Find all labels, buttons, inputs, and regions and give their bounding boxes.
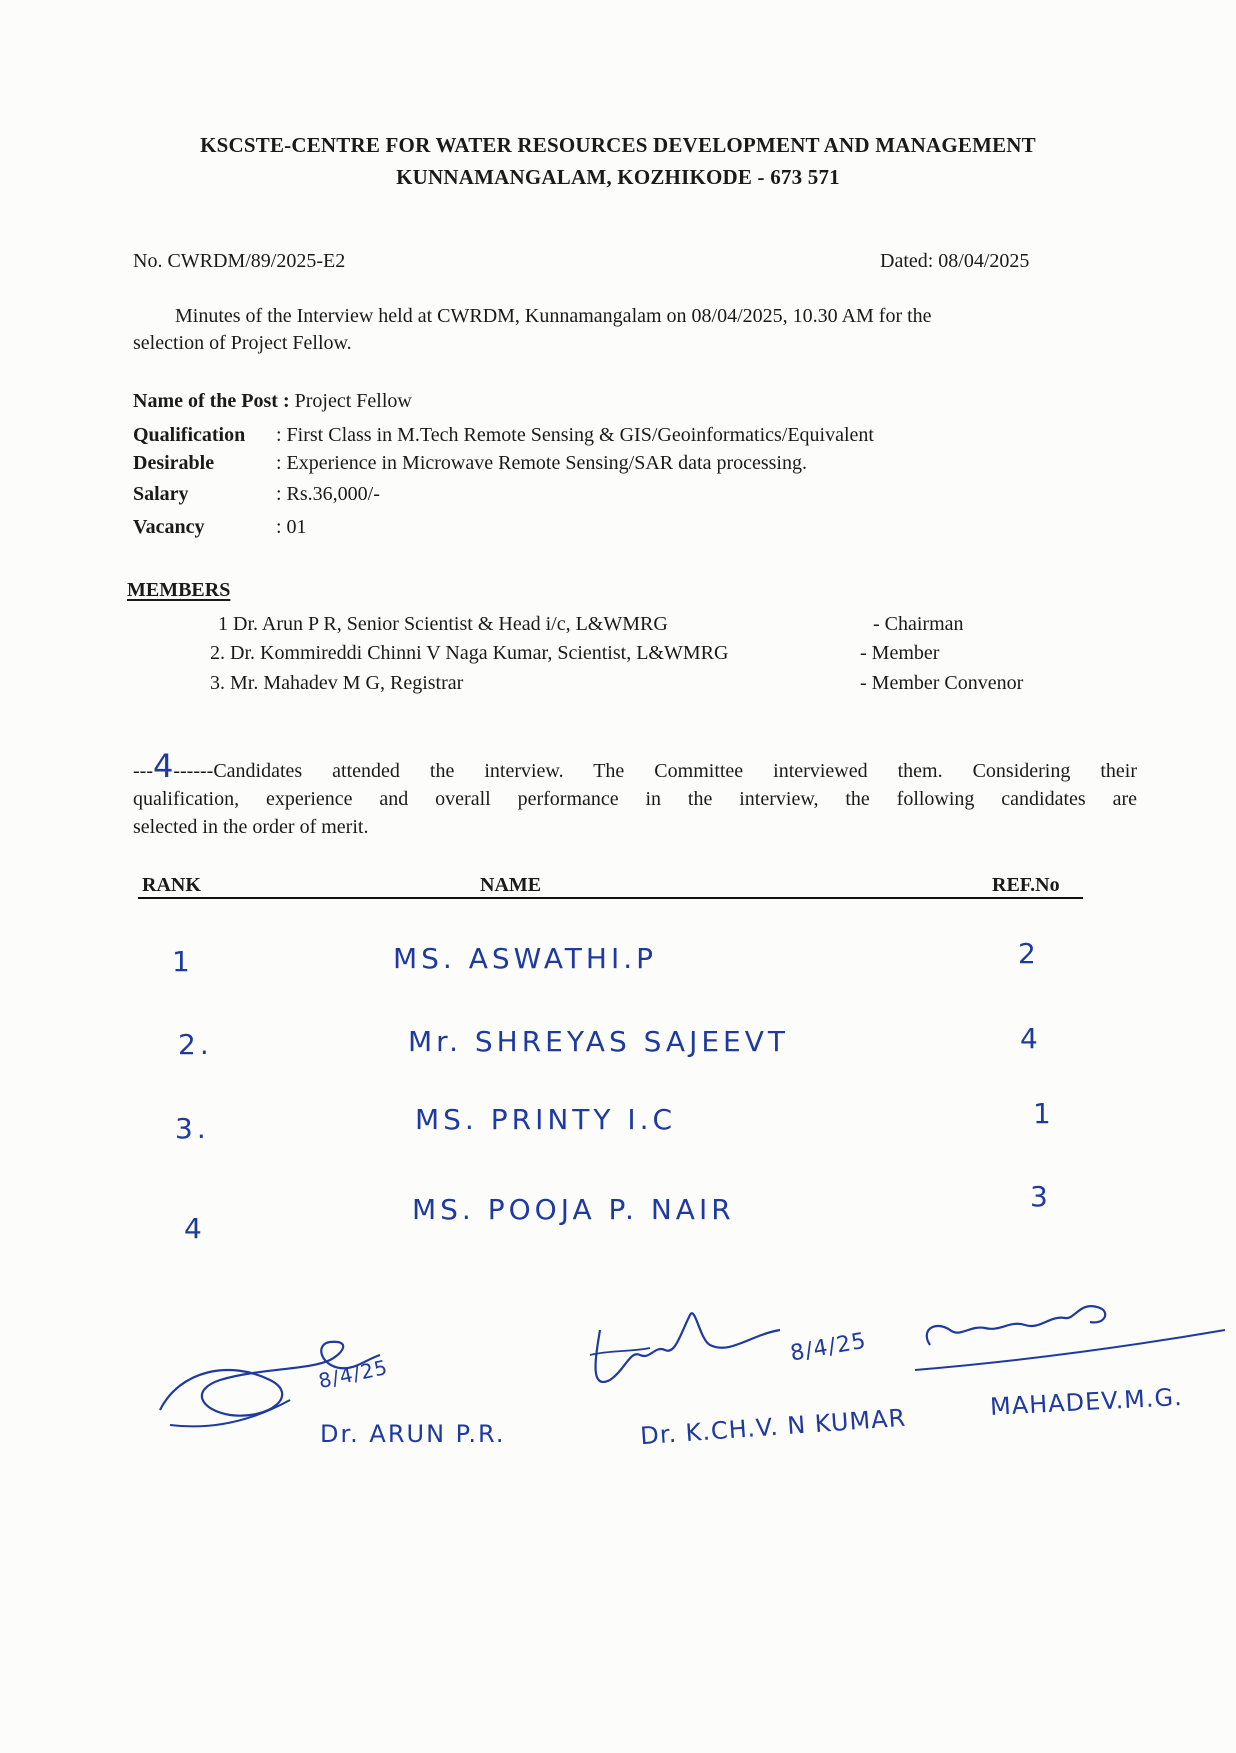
signature-3-name: MAHADEV.M.G. — [989, 1382, 1184, 1422]
post-name-value: Project Fellow — [289, 390, 412, 412]
candidates-count: 4 — [152, 747, 174, 785]
member-2-role: - Member — [860, 642, 940, 664]
salary-label: Salary — [133, 483, 189, 505]
row-1-ref: 2 — [1018, 937, 1040, 970]
col-header-name: NAME — [480, 874, 542, 896]
candidates-line-2: qualification, experience and overall performance in the interview, the following candidates are — [133, 788, 1137, 810]
table-header-rule — [138, 897, 1083, 899]
candidates-line-1 — [133, 747, 1137, 785]
member-3-name: 3. Mr. Mahadev M G, Registrar — [210, 672, 464, 694]
row-1-name: MS. ASWATHI.P — [393, 942, 657, 975]
desirable-label: Desirable — [133, 452, 215, 474]
post-name-label: Name of the Post : — [133, 390, 290, 412]
post-name — [133, 390, 412, 413]
desirable-value: : Experience in Microwave Remote Sensing/SAR data processing. — [276, 452, 807, 474]
row-2-ref: 4 — [1020, 1022, 1042, 1055]
col-header-ref: REF.No — [992, 874, 1060, 896]
vacancy-value: : 01 — [276, 516, 307, 538]
signature-1-date: 8/4/25 — [316, 1354, 391, 1394]
members-heading: MEMBERS — [127, 579, 231, 601]
row-3-ref: 1 — [1033, 1097, 1055, 1130]
row-4-rank: 4 — [184, 1212, 206, 1245]
intro-line-1: Minutes of the Interview held at CWRDM, Kunnamangalam on 08/04/2025, 10.30 AM for the — [175, 305, 932, 327]
signature-2-date: 8/4/25 — [788, 1328, 869, 1367]
intro-line-2: selection of Project Fellow. — [133, 332, 352, 354]
signature-2-scribble — [580, 1300, 810, 1400]
signature-1-name: Dr. ARUN P.R. — [320, 1420, 506, 1448]
salary-value: : Rs.36,000/- — [276, 483, 380, 505]
candidates-line-3: selected in the order of merit. — [133, 816, 369, 838]
vacancy-label: Vacancy — [133, 516, 205, 538]
reference-number: No. CWRDM/89/2025-E2 — [133, 250, 346, 272]
member-1-role: - Chairman — [873, 613, 964, 635]
qualification-value: : First Class in M.Tech Remote Sensing & GIS/Geoinformatics/Equivalent — [276, 424, 874, 446]
institution-name: KSCSTE-CENTRE FOR WATER RESOURCES DEVELOPMENT AND MANAGEMENT — [200, 133, 1036, 157]
candidates-prefix: --- — [133, 760, 153, 782]
qualification-label: Qualification — [133, 424, 246, 446]
signature-2-name: Dr. K.CH.V. N KUMAR — [639, 1403, 908, 1451]
member-1-name: 1 Dr. Arun P R, Senior Scientist & Head i/c, L&WMRG — [218, 613, 668, 635]
row-2-name: Mr. SHREYAS SAJEEVT — [408, 1025, 789, 1058]
document-date: Dated: 08/04/2025 — [880, 250, 1030, 272]
member-3-role: - Member Convenor — [860, 672, 1024, 694]
candidates-dashes: ------ — [173, 760, 214, 782]
candidates-line-1-text: Candidates attended the interview. The Committee interviewed them. Considering their — [213, 760, 1137, 782]
row-1-rank: 1 — [172, 945, 194, 978]
row-4-ref: 3 — [1030, 1180, 1052, 1213]
institution-address: KUNNAMANGALAM, KOZHIKODE - 673 571 — [396, 165, 840, 189]
row-3-name: MS. PRINTY I.C — [415, 1103, 677, 1136]
member-2-name: 2. Dr. Kommireddi Chinni V Naga Kumar, Scientist, L&WMRG — [210, 642, 729, 664]
row-4-name: MS. POOJA P. NAIR — [412, 1193, 735, 1226]
row-3-rank: 3. — [175, 1112, 210, 1145]
row-2-rank: 2. — [178, 1028, 213, 1061]
col-header-rank: RANK — [142, 874, 201, 896]
